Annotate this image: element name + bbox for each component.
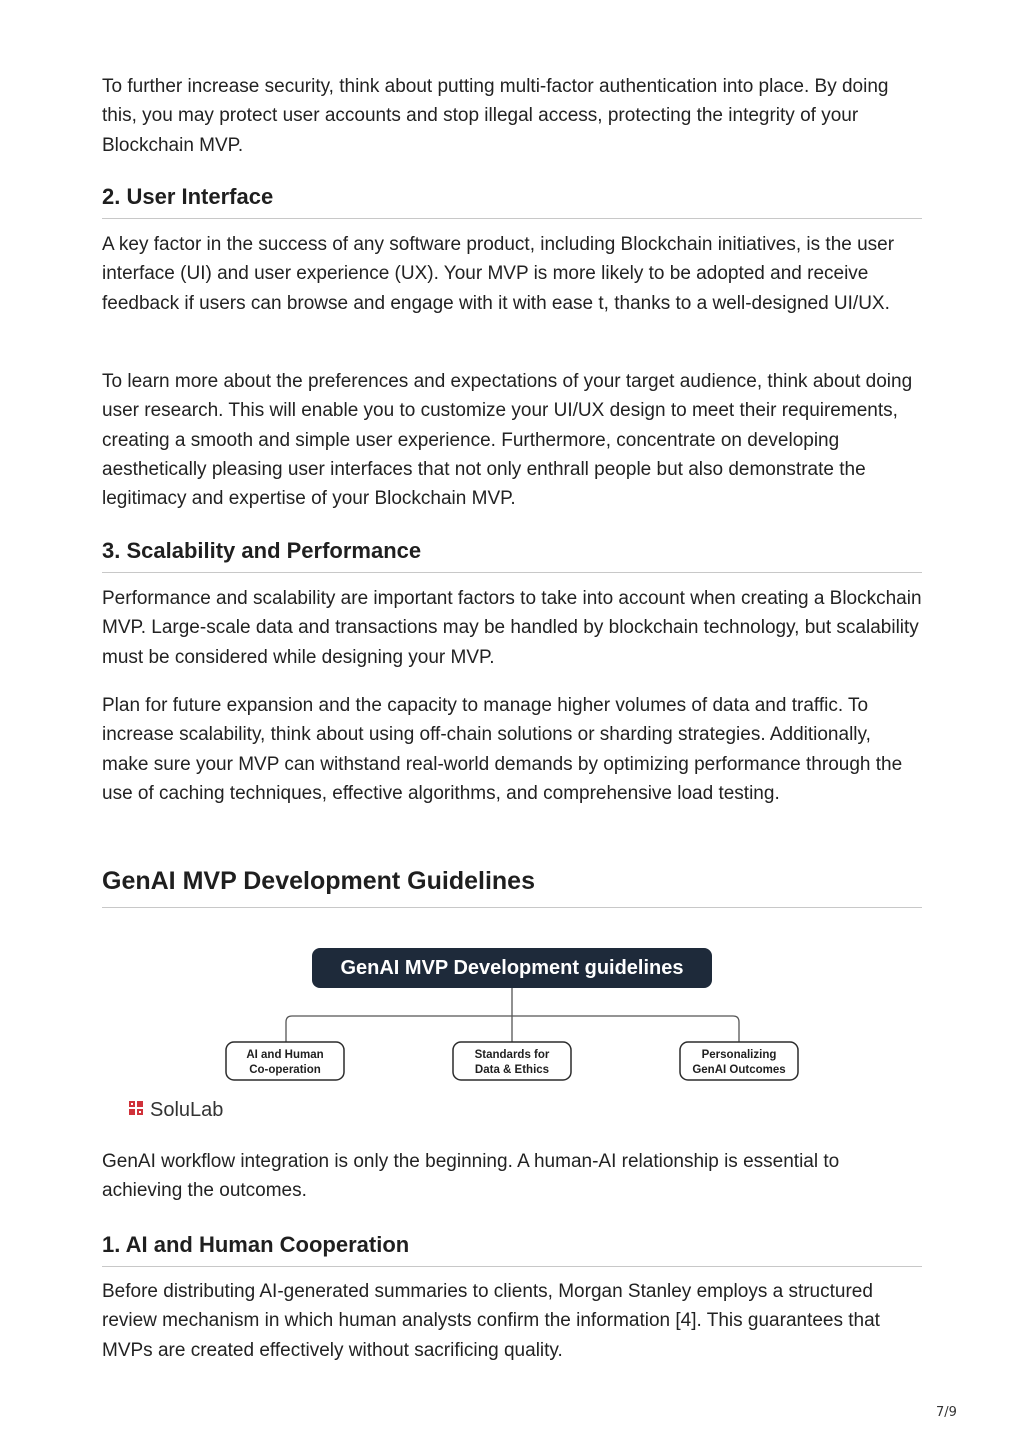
box-ai-human-line1: AI and Human: [246, 1049, 324, 1061]
genai-guidelines-diagram: [102, 944, 922, 1124]
section-heading-scalability: 3. Scalability and Performance: [102, 538, 922, 573]
ui-paragraph-1: A key factor in the success of any software product, including Blockchain initiatives, is the user interface (UI) and user experience (UX). Your MVP is more likely to be adopted and receive feedback if users can browse and engage with it with ease t, thanks to a well-designed UI/UX.: [102, 234, 895, 314]
solulab-logo-text: SoluLab: [150, 1099, 224, 1121]
genai-heading: GenAI MVP Development Guidelines: [102, 867, 922, 908]
genai-paragraph: GenAI workflow integration is only the beginning. A human-AI relationship is essential to achieving the outcomes.: [102, 1151, 840, 1202]
box-data-ethics-line1: Standards for: [474, 1049, 550, 1061]
solulab-logo-icon: [129, 1101, 143, 1115]
section-heading-user-interface: 2. User Interface: [102, 184, 922, 219]
page-number: 7/9: [936, 1405, 957, 1420]
scalability-paragraph-2: Plan for future expansion and the capacity to manage higher volumes of data and traffic. To increase scalability, think about using off-chain solutions or sharding strategies. Additionally, make sure your MVP can withstand real-world demands by optimizing performance through the use of caching techniques, effective algorithms, and comprehensive load testing.: [102, 695, 903, 804]
scalability-paragraph-1: Performance and scalability are important factors to take into account when creating a Blockchain MVP. Large-scale data and transactions may be handled by blockchain technology, but scalability must be considered while designing your MVP.: [102, 588, 922, 668]
cooperation-paragraph: Before distributing AI-generated summaries to clients, Morgan Stanley employs a structured review mechanism in which human analysts confirm the information [4]. This guarantees that MVPs are created effectively without sacrificing quality.: [102, 1281, 880, 1361]
diagram-title: GenAI MVP Development guidelines: [340, 957, 684, 979]
intro-paragraph: To further increase security, think about putting multi-factor authentication into place. By doing this, you may protect user accounts and stop illegal access, protecting the integrity of your Blockchain MVP.: [102, 76, 889, 156]
box-personalizing-line2: GenAI Outcomes: [692, 1064, 786, 1076]
box-data-ethics-line2: Data & Ethics: [474, 1064, 550, 1076]
box-ai-human-line2: Co-operation: [249, 1064, 321, 1076]
box-personalizing-line1: Personalizing: [701, 1049, 777, 1061]
section-heading-cooperation: 1. AI and Human Cooperation: [102, 1232, 922, 1267]
diagram-svg: [102, 944, 922, 1124]
ui-paragraph-2: To learn more about the preferences and expectations of your target audience, think about doing user research. This will enable you to customize your UI/UX design to meet their requirements, creating a smooth and simple user experience. Furthermore, concentrate on developing aesthetically pleasing user interfaces that not only enthrall people but also demonstrate the legitimacy and expertise of your Blockchain MVP.: [102, 371, 913, 510]
